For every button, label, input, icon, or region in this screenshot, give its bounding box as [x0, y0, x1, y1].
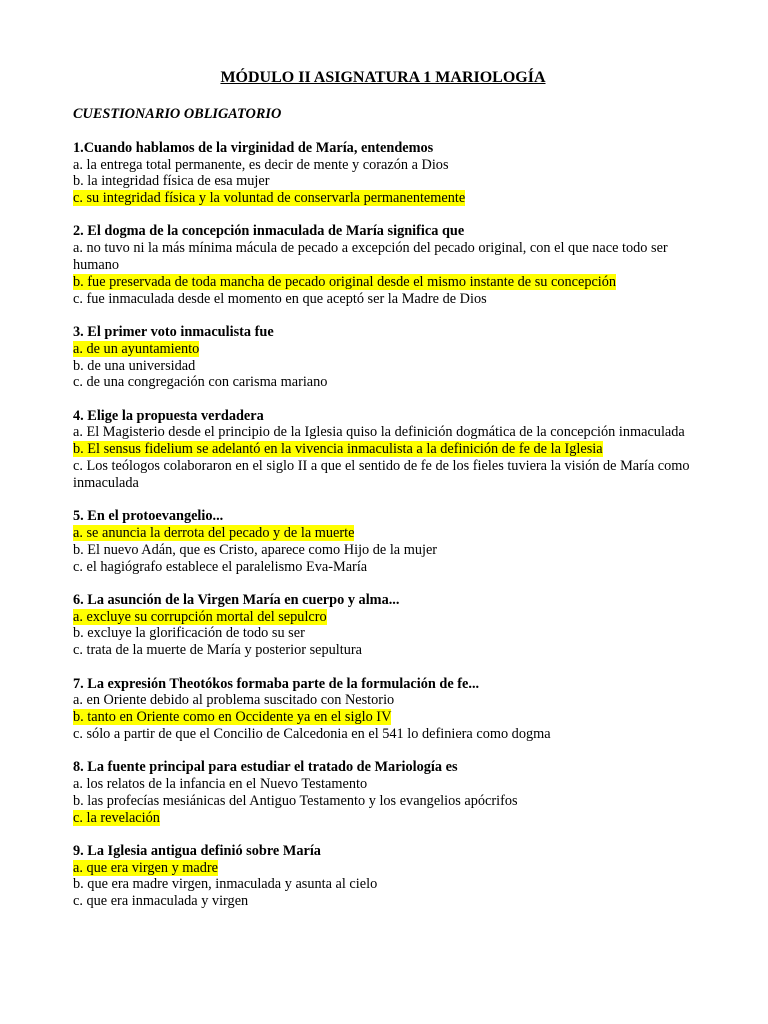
answer-option-text: a. de un ayuntamiento: [73, 340, 200, 357]
question-item: [73, 592, 693, 659]
answer-option-text: a. que era virgen y madre: [73, 859, 219, 876]
answer-option-text: b. las profecías mesiánicas del Antiguo Testamento y los evangelios apócrifos: [73, 792, 518, 809]
answer-option-text: a. se anuncia la derrota del pecado y de la muerte: [73, 524, 355, 541]
answer-option-highlighted: [73, 341, 693, 358]
question-text: 2. El dogma de la concepción inmaculada de María significa que: [73, 223, 465, 240]
question-item: [73, 408, 693, 492]
answer-option-text: c. la revelación: [73, 809, 160, 826]
answer-option: [73, 291, 693, 308]
question-text: 6. La asunción de la Virgen María en cuerpo y alma...: [73, 591, 400, 608]
answer-option-text: b. de una universidad: [73, 357, 196, 374]
answer-option-text: a. en Oriente debido al problema suscitado con Nestorio: [73, 692, 395, 709]
answer-option-text: b. fue preservada de toda mancha de pecado original desde el mismo instante de su concepción: [73, 273, 617, 290]
answer-option-text: a. El Magisterio desde el principio de la Iglesia quiso la definición dogmática de la concepción inmaculada: [73, 424, 685, 441]
answer-option-text: c. que era inmaculada y virgen: [73, 893, 249, 910]
answer-option-text: b. que era madre virgen, inmaculada y asunta al cielo: [73, 876, 378, 893]
document-page: [73, 68, 693, 927]
answer-option: [73, 726, 693, 743]
answer-option-highlighted: [73, 190, 693, 207]
answer-option-highlighted: [73, 274, 693, 291]
answer-option: [73, 893, 693, 910]
question-item: [73, 508, 693, 575]
answer-option: [73, 625, 693, 642]
answer-option-highlighted: [73, 525, 693, 542]
question-text: 4. Elige la propuesta verdadera: [73, 407, 264, 424]
answer-option-text: c. su integridad física y la voluntad de conservarla permanentemente: [73, 190, 466, 207]
answer-option-text: c. el hagiógrafo establece el paralelismo Eva-María: [73, 558, 368, 575]
answer-option: [73, 374, 693, 391]
answer-option: [73, 240, 693, 274]
answer-option: [73, 876, 693, 893]
question-item: [73, 843, 693, 910]
answer-option-text: a. los relatos de la infancia en el Nuevo Testamento: [73, 776, 368, 792]
answer-option-text: b. excluye la glorificación de todo su ser: [73, 625, 305, 642]
answer-option-text: b. El nuevo Adán, que es Cristo, aparece como Hijo de la mujer: [73, 541, 438, 558]
question-text: 9. La Iglesia antigua definió sobre María: [73, 842, 321, 859]
question-text: 7. La expresión Theotókos formaba parte de la formulación de fe...: [73, 675, 480, 692]
answer-option-text: a. excluye su corrupción mortal del sepulcro: [73, 608, 327, 625]
answer-option-text: b. tanto en Oriente como en Occidente ya en el siglo IV: [73, 709, 392, 726]
answer-option-text: a. no tuvo ni la más mínima mácula de pecado a excepción del pecado original, con el que nace todo ser humano: [73, 240, 668, 274]
answer-option: [73, 424, 693, 441]
answer-option-text: a. la entrega total permanente, es decir de mente y corazón a Dios: [73, 156, 449, 173]
question-item: [73, 676, 693, 743]
answer-option: [73, 692, 693, 709]
answer-option: [73, 642, 693, 659]
question-item: [73, 324, 693, 391]
question-text: 8. La fuente principal para estudiar el tratado de Mariología es: [73, 759, 458, 776]
question-item: [73, 140, 693, 207]
document-title: MÓDULO II ASIGNATURA 1 MARIOLOGÍA: [220, 69, 546, 86]
answer-option-text: c. trata de la muerte de María y posterior sepultura: [73, 642, 362, 659]
answer-option: [73, 793, 693, 810]
answer-option-text: b. El sensus fidelium se adelantó en la vivencia inmaculista a la definición de fe de la Iglesia: [73, 441, 603, 458]
answer-option-highlighted: [73, 810, 693, 827]
question-item: [73, 759, 693, 826]
question-list: [73, 140, 693, 910]
answer-option: [73, 358, 693, 375]
answer-option-text: c. fue inmaculada desde el momento en que aceptó ser la Madre de Dios: [73, 290, 487, 307]
answer-option: [73, 173, 693, 190]
answer-option-highlighted: [73, 609, 693, 626]
answer-option: [73, 458, 693, 492]
answer-option: [73, 157, 693, 174]
answer-option-text: c. de una congregación con carisma mariano: [73, 374, 328, 391]
answer-option-text: c. Los teólogos colaboraron en el siglo II a que el sentido de fe de los fieles tuviera la visión de María como inmaculada: [73, 458, 690, 491]
answer-option-highlighted: [73, 860, 693, 877]
answer-option-text: b. la integridad física de esa mujer: [73, 173, 270, 190]
answer-option-highlighted: [73, 709, 693, 726]
answer-option: [73, 542, 693, 559]
question-text: 1.Cuando hablamos de la virginidad de María, entendemos: [73, 139, 434, 156]
question-text: 5. En el protoevangelio...: [73, 508, 224, 525]
answer-option: [73, 776, 693, 793]
answer-option: [73, 559, 693, 576]
question-item: [73, 223, 693, 307]
question-text: 3. El primer voto inmaculista fue: [73, 323, 274, 340]
answer-option-highlighted: [73, 441, 693, 458]
document-subtitle: CUESTIONARIO OBLIGATORIO: [73, 106, 282, 122]
answer-option-text: c. sólo a partir de que el Concilio de Calcedonia en el 541 lo definiera como dogma: [73, 725, 551, 742]
